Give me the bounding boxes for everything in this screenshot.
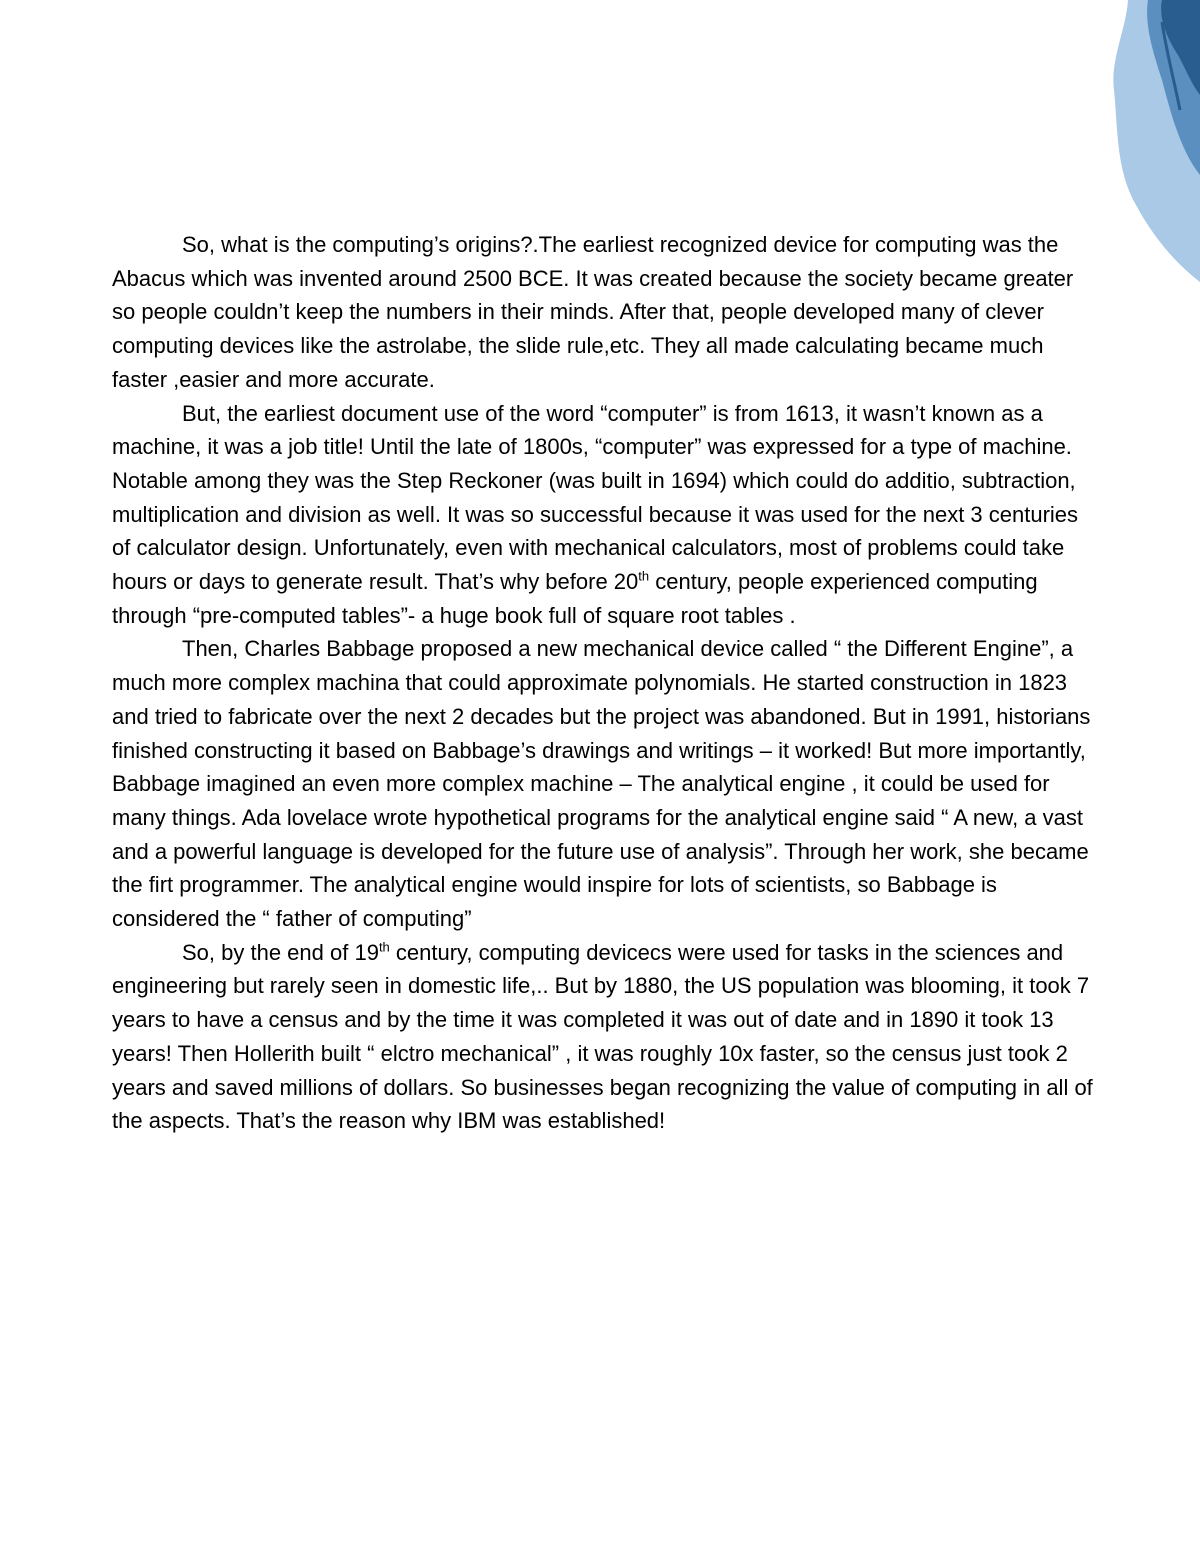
paragraph-text: So, what is the computing’s origins?.The earliest recognized device for computing was the Abacus which was invented around 2500 BCE. It was created because the society became greater so people couldn’t keep the numbers in their minds. After that, people developed many of clever computing devices like the astrolabe, the slide rule,etc. They all made calculating became much faster ,easier and more accurate. — [112, 232, 1074, 392]
paragraph-abacus — [112, 228, 1097, 397]
superscript: th — [638, 568, 650, 584]
paragraph-babbage — [112, 632, 1097, 935]
paragraph-text: Then, Charles Babbage proposed a new mechanical device called “ the Different Engine”, a much more complex machina that could approximate polynomials. He started construction in 1823 and tried to fabricate over the next 2 decades but the project was abandoned. But in 1991, historians finished constructing it based on Babbage’s drawings and writings – it worked! But more importantly, Babbage imagined an even more complex machine – The analytical engine , it could be used for many things. Ada lovelace wrote hypothetical programs for the analytical engine said “ A new, a vast and a powerful language is developed for the future use of analysis”. Through her work, she became the firt programmer. The analytical engine would inspire for lots of scientists, so Babbage is considered the “ father of computing” — [112, 636, 1091, 932]
paragraph-text: So, by the end of 19 — [182, 939, 379, 965]
paragraph-text: century, people experienced computing through “pre-computed tables”- a huge book full of square root tables . — [112, 569, 1038, 628]
paragraph-census — [112, 936, 1097, 1138]
document-body — [112, 228, 1097, 1138]
superscript: th — [378, 939, 390, 955]
paragraph-text: century, computing devicecs were used for tasks in the sciences and engineering but rarely seen in domestic life,.. But by 1880, the US population was blooming, it took 7 years to have a census and by the time it was completed it was out of date and in 1890 it took 13 years! Then Hollerith built “ elctro mechanical” , it was roughly 10x faster, so the census just took 2 years and saved millions of dollars. So businesses began recognizing the value of computing in all of the aspects. That’s the reason why IBM was established! — [112, 939, 1093, 1134]
paragraph-computer-word — [112, 397, 1097, 633]
paragraph-text: But, the earliest document use of the word “computer” is from 1613, it wasn’t known as a machine, it was a job title! Until the late of 1800s, “computer” was expressed for a type of machine. Notable among they was the Step Reckoner (was built in 1694) which could do additio, subtraction, multiplication and division as well. It was so successful because it was used for the next 3 centuries of calculator design. Unfortunately, even with mechanical calculators, most of problems could take hours or days to generate result. That’s why before 20 — [112, 400, 1079, 595]
